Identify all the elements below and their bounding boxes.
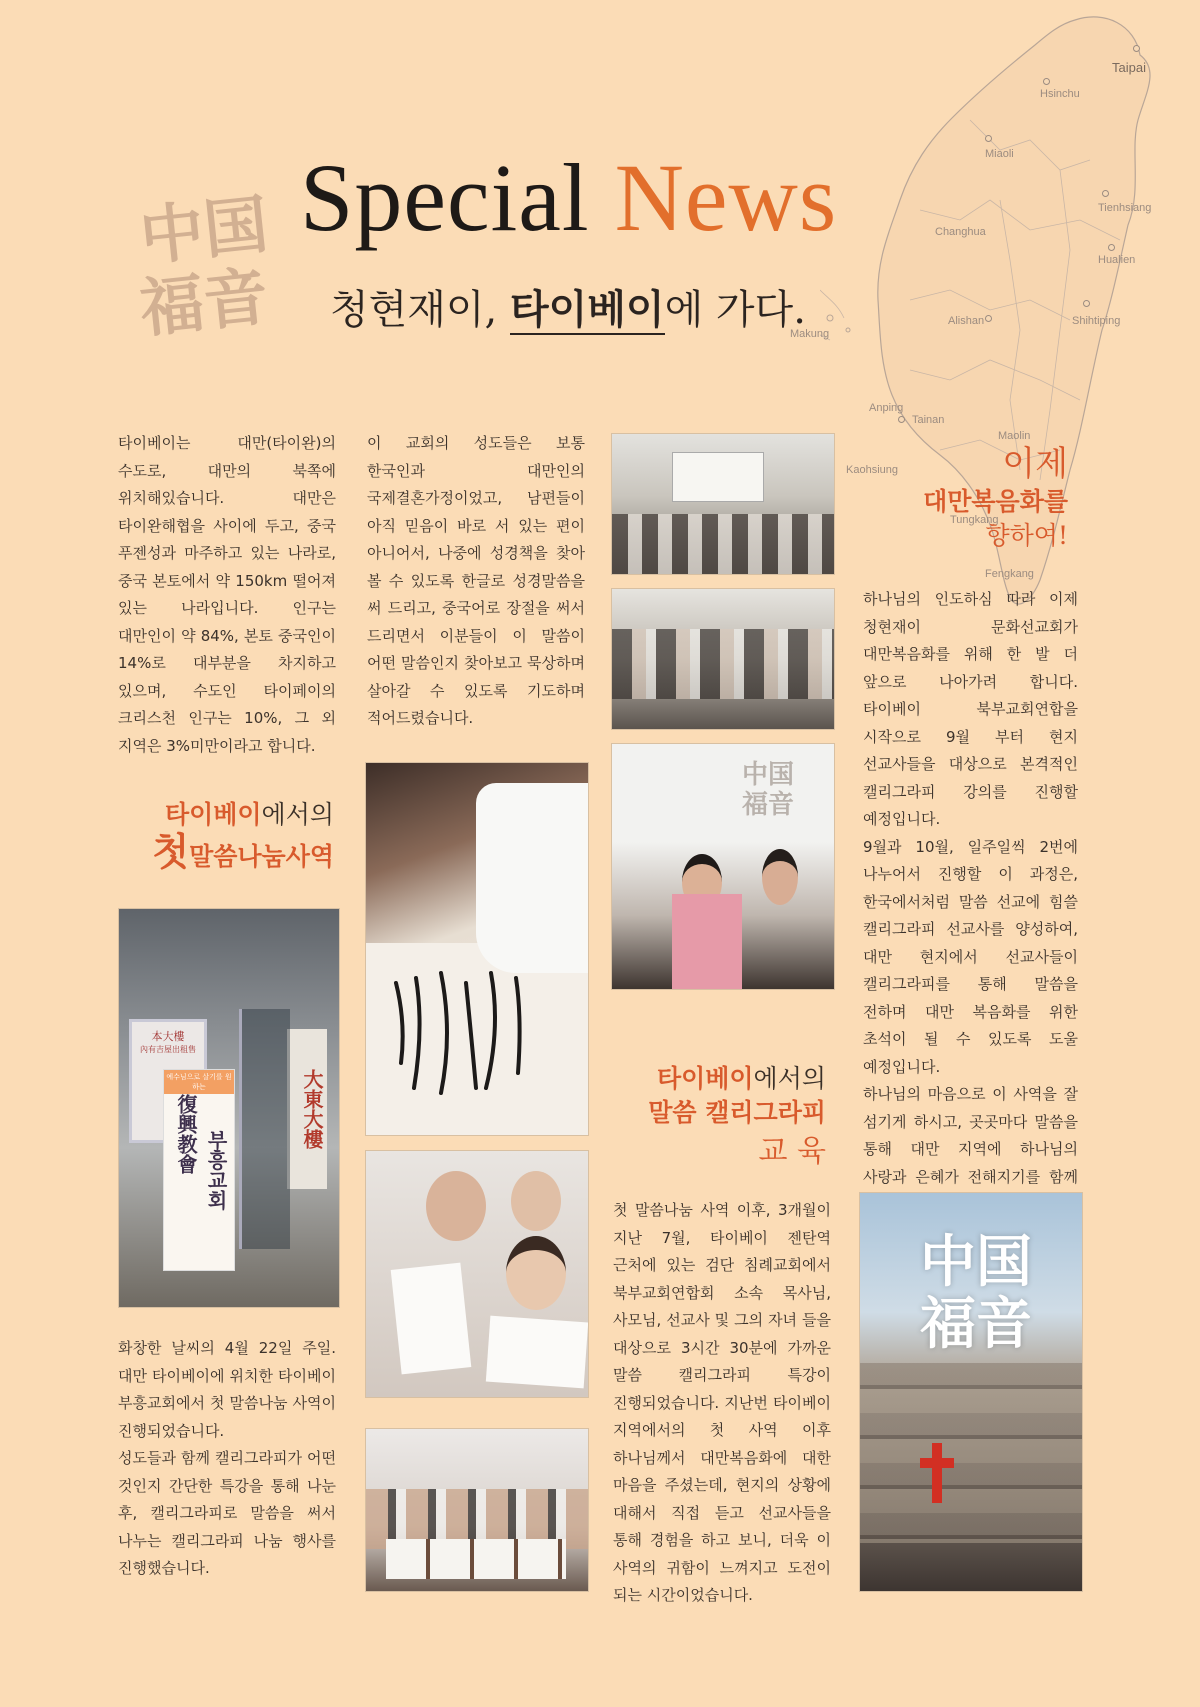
heading-line2: 대만복음화를 (923, 487, 1068, 516)
col4-p2: 9월과 10월, 일주일씩 2번에 나누어서 진행할 이 과정은, 한국에서처럼 말씀 선교에 힘쓸 캘리그라피 선교사를 양성하여, 대만 현지에서 선교사들이 캘리그라피를 통해 말씀을 전하며 대만 복음화를 위한 초석이 될 수 있도록 도울 예정입니다. (863, 837, 1078, 1076)
title-news: News (614, 144, 838, 251)
red-cross-horizontal (920, 1458, 954, 1468)
photo-church-entrance (118, 908, 340, 1308)
page-title (300, 144, 838, 251)
map-label-fengkang: Fengkang (985, 568, 1034, 580)
red-cross-vertical (932, 1443, 942, 1503)
heading-dark-part: 에서의 (753, 1064, 826, 1093)
projector-screen (672, 452, 764, 502)
col1-story (118, 1335, 336, 1583)
col1-intro: 타이베이는 대만(타이완)의 수도로, 대만의 북쪽에 위치해있습니다. 대만은 타이완해협을 사이에 두고, 중국 푸젠성과 마주하고 있는 나라로, 중국 본토에서 약 150km 떨어져 있는 나라입니다. 인구는 대만인이 약 84%, 본토 중국인이 14%로 대부분을 차지하고 있으며, 수도인 타이페이의 크리스천 인구는 10%, 그 외 지역은 3%미만이라고 합니다. (118, 434, 336, 755)
map-label-hsinchu: Hsinchu (1040, 88, 1080, 100)
col4-text (863, 586, 1078, 1219)
heading-rest: 말씀나눔사역 (189, 842, 334, 871)
building-facade (860, 1363, 1082, 1543)
city-dot (1102, 190, 1109, 197)
section-heading-taiwan-evangelism (880, 443, 1068, 553)
photo-family-with-calligraphy (365, 1150, 589, 1398)
section-heading-calligraphy-education (612, 1062, 826, 1174)
stamp-line: 福音 (920, 1291, 1032, 1357)
city-dot (898, 416, 905, 423)
photo-building-poster (859, 1192, 1083, 1592)
col2-text: 이 교회의 성도들은 보통 한국인과 대만인의 국제결혼가정이었고, 남편들이 아직 믿음이 바로 서 있는 편이 아니어서, 나중에 성경책을 찾아 볼 수 있도록 한글로 성경말씀을 써 드리고, 중국어로 장절을 써서 드리면서 이분들이 이 말씀이 어떤 말씀인지 찾아보고 묵상하며 살아갈 수 있도록 기도하며 적어드렸습니다. (367, 434, 585, 727)
photo-group-participants (365, 1428, 589, 1592)
banner-small: 예수님으로 살기를 원하는 (164, 1070, 234, 1094)
photo-instruction (611, 743, 835, 990)
map-label-taipai: Taipai (1112, 60, 1146, 75)
heading-line2: 말씀 캘리그라피 (648, 1098, 826, 1127)
col3-text: 첫 말씀나눔 사역 이후, 3개월이 지난 7월, 타이베이 젠탄역 근처에 있는 검단 침례교회에서 북부교회연합회 소속 목사님, 사모님, 선교사 및 그의 자녀 들을 대상으로 3시간 30분에 가까운 말씀 캘리그라피 특강이 진행되었습니다. 지난번 타이베이 지역에서의 첫 사역 이후 하나님께서 대만복음화에 대한 마음을 주셨는데, 현지의 상황에 대해서 직접 듣고 선교사들을 통해 경험을 하고 보니, 더욱 이 사역의 귀함이 느껴지고 도전이 되는 시간이었습니다. (613, 1201, 831, 1604)
banner-korean: 부흥교회 (204, 1130, 228, 1210)
gospel-stamp-logo (136, 187, 280, 355)
map-label-tungkang: Tungkang (950, 514, 999, 526)
stamp-logo-wall (742, 760, 794, 820)
heading-dark-part: 에서의 (261, 800, 334, 829)
subtitle-post: 에 가다. (664, 287, 806, 333)
city-dot (1083, 300, 1090, 307)
heading-orange-part: 타이베이 (656, 1064, 754, 1093)
map-label-tainan: Tainan (912, 414, 945, 426)
heading-line3: 향하여! (985, 521, 1068, 550)
map-label-anping: Anping (869, 402, 904, 414)
stamp-char-line: 中国 (136, 187, 272, 276)
stamp-char-line: 福音 (136, 259, 272, 348)
child-face (506, 1236, 566, 1310)
col4-p1: 하나님의 인도하심 따라 이제 청현재이 문화선교회가 대만복음화를 위해 한 발 더 앞으로 나아가려 합니다. 타이베이 북부교회연합을 시작으로 9월 부터 현지 선교사들을 대상으로 본격적인 캘리그라피 강의를 진행할 예정입니다. (863, 590, 1078, 828)
subtitle-pre: 청현재이, (330, 287, 510, 333)
calligraphy-strokes (386, 963, 556, 1113)
map-label-changhua: Changhua (935, 226, 986, 238)
map-label-tienhsiang: Tienhsiang (1098, 202, 1152, 214)
col1-story-p1: 화창한 날씨의 4월 22일 주일. 대만 타이베이에 위치한 타이베이 부흥교회에서 첫 말씀나눔 사역이 진행되었습니다. (118, 1339, 336, 1440)
building-name-sign: 大東大樓 (287, 1029, 327, 1189)
map-label-makung: Makung (790, 328, 830, 340)
calligraphy-card (391, 1263, 472, 1375)
apron (672, 894, 742, 989)
person-head (762, 849, 798, 905)
stamp-line: 中国 (920, 1229, 1032, 1295)
map-label-shihtiping: Shihtiping (1072, 315, 1121, 327)
photo-writing-calligraphy (365, 762, 589, 1136)
col4-p3: 하나님의 마음으로 이 사역을 잘 섬기게 하시고, 곳곳마다 말씀을 통해 대만 지역에 하나님의 사랑과 은혜가 전해지기를 함께 (863, 1085, 1078, 1186)
church-banner (163, 1069, 235, 1271)
photo-lecture-room (611, 433, 835, 575)
calligraphy-card (486, 1316, 588, 1389)
glass-door (239, 1009, 290, 1249)
map-label-kaohsiung: Kaohsiung (846, 464, 898, 476)
page-subtitle (330, 278, 806, 335)
col1-story-p2: 성도들과 함께 캘리그라피가 어떤 것인지 간단한 특강을 통해 나눈 후, 캘리그라피로 말씀을 써서 나누는 캘리그라피 나눔 행사를 진행했습니다. (118, 1449, 336, 1577)
person-face (426, 1171, 486, 1241)
city-dot (985, 315, 992, 322)
title-special: Special (300, 144, 590, 251)
heading-orange-part: 타이베이 (164, 800, 262, 829)
writer-arm (476, 783, 588, 973)
heading-line3: 교 육 (758, 1134, 826, 1169)
attendees (612, 514, 834, 574)
sign-sub: 內有吉屋出租售 (140, 1045, 196, 1054)
calligraphy-frames (386, 1539, 566, 1579)
stamp-logo-large (920, 1231, 1032, 1355)
map-label-miaoli: Miaoli (985, 148, 1014, 160)
map-label-hualien: Hualien (1098, 254, 1136, 266)
city-dot (985, 135, 992, 142)
banner-chinese: 復興教會 (174, 1094, 198, 1174)
section-heading-first-ministry (120, 798, 334, 880)
city-dot (1108, 244, 1115, 251)
map-label-maolin: Maolin (998, 430, 1031, 442)
heading-big-char: 첫 (152, 829, 190, 874)
city-dot (1043, 78, 1050, 85)
city-dot (1133, 45, 1140, 52)
stamp-line: 中国 (742, 760, 795, 790)
map-label-alishan: Alishan (948, 315, 985, 327)
person-face (511, 1171, 561, 1231)
heading-line1: 이제 (1002, 444, 1068, 484)
photo-practice-session (611, 588, 835, 730)
stamp-line: 福音 (742, 790, 795, 820)
subtitle-bold: 타이베이 (510, 287, 665, 333)
students-writing (612, 629, 834, 699)
sign-top: 本大樓 (151, 1030, 185, 1043)
